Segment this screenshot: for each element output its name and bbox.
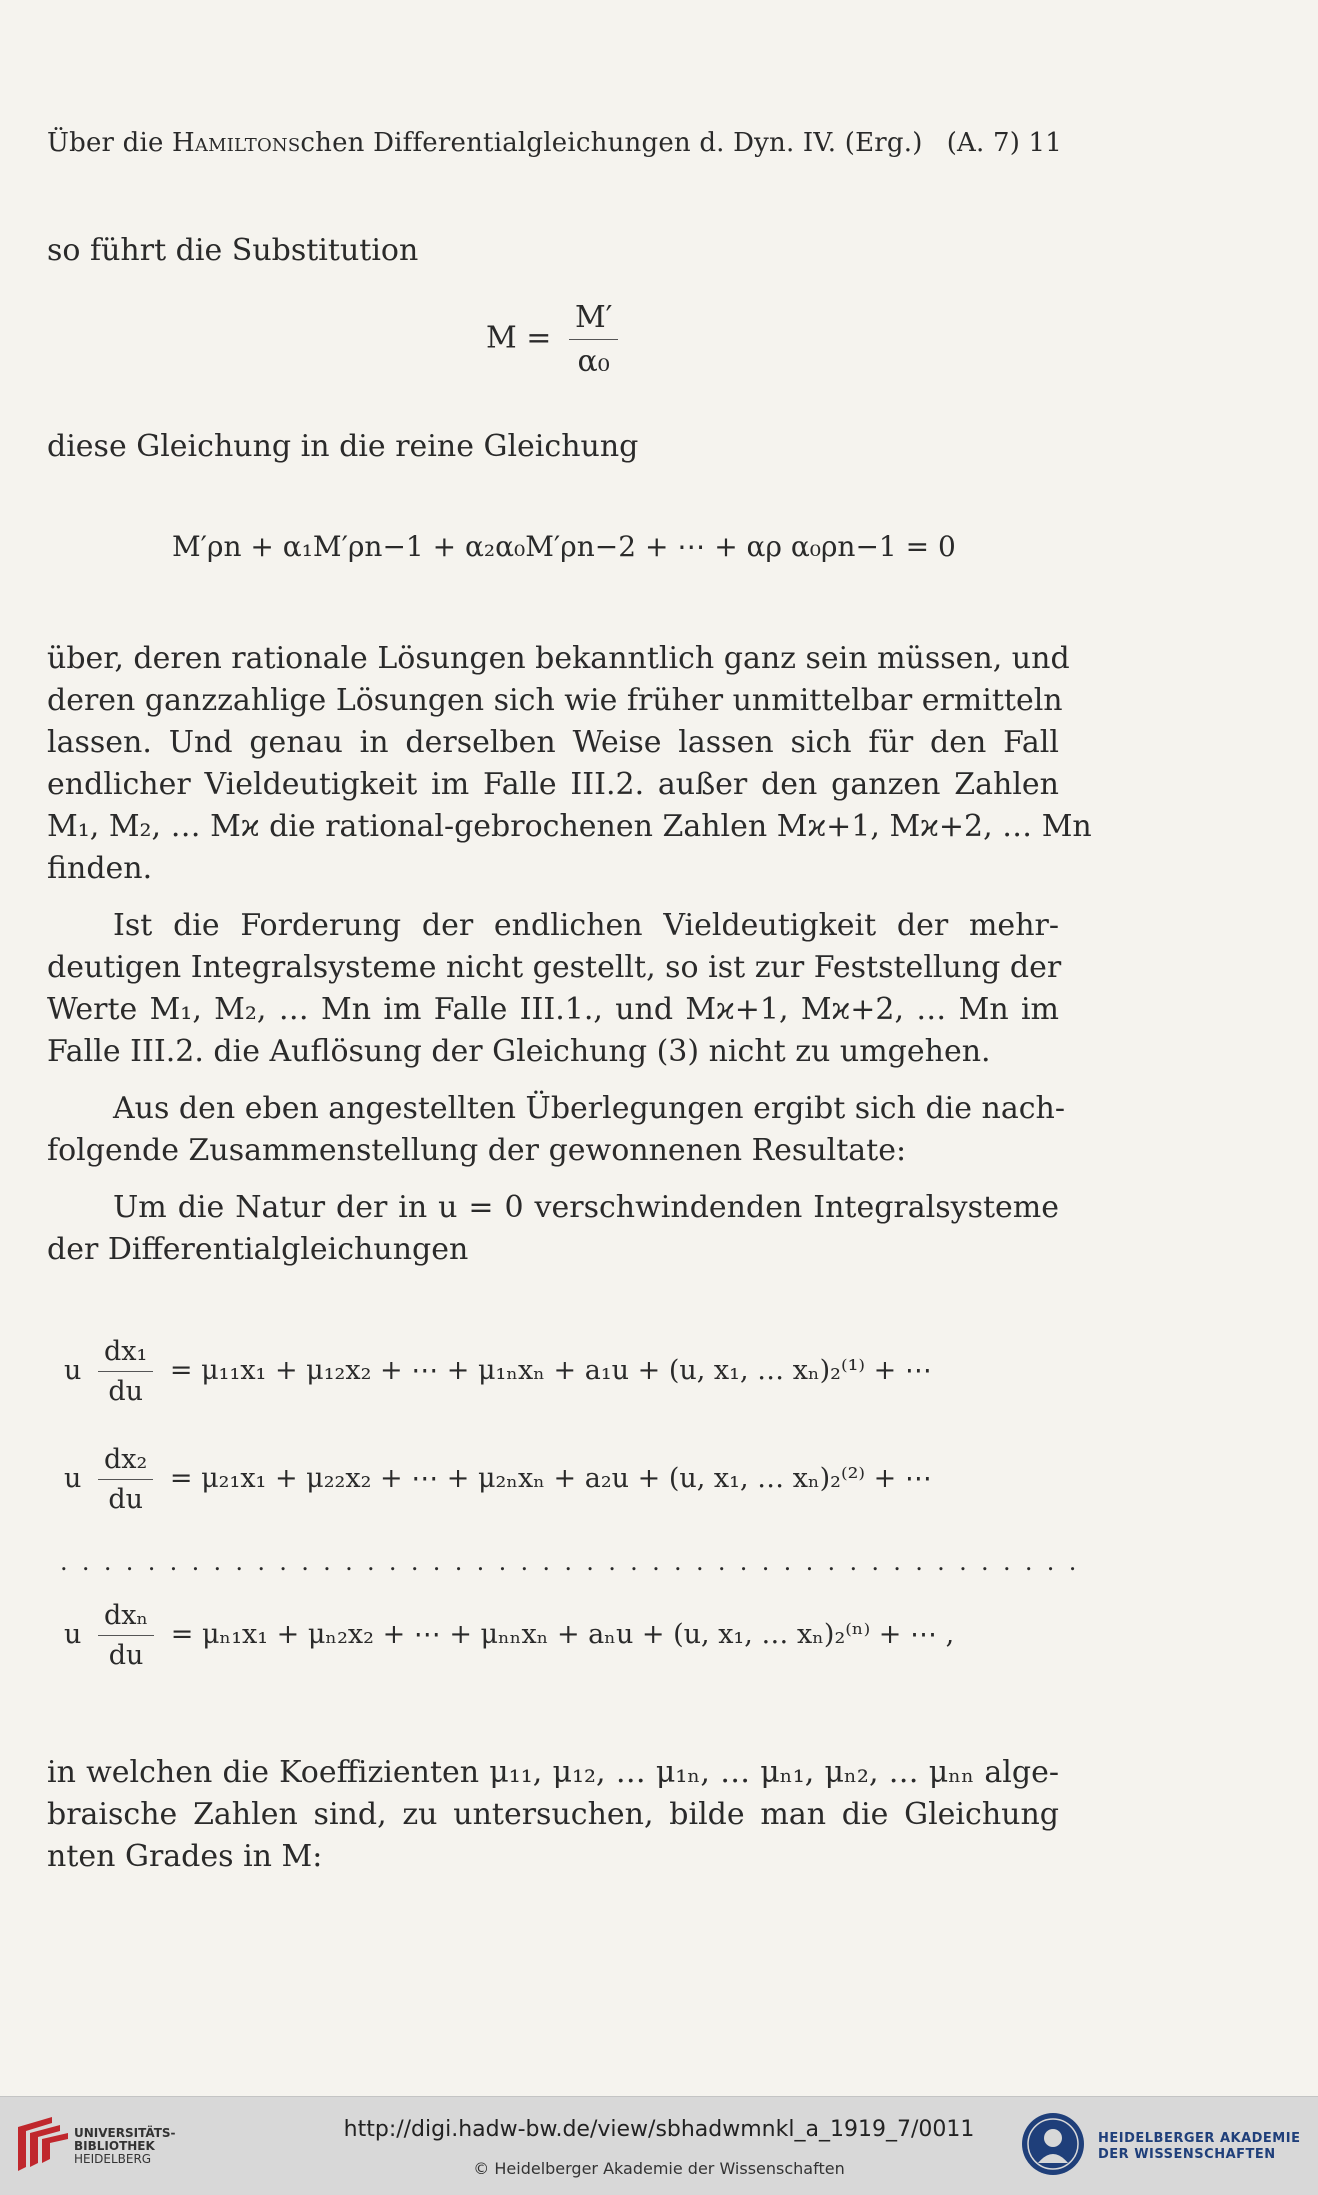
equation-row-1: u $\frac{\text{dx₁}}{du}$ = μ₁₁x₁ + μ₁₂x₂ + ⋯ + μ₁ₙxₙ + a₁u + (u, x₁, … xₙ)₂⁽¹⁾ + ⋯ bbox=[64, 1336, 932, 1407]
academy-name: HEIDELBERGER AKADEMIE DER WISSENSCHAFTEN bbox=[1098, 2131, 1301, 2162]
fraction: $\frac{M'}{\text{α₀}}$ bbox=[569, 300, 619, 379]
paragraph-substitution-intro: so führt die Substitution bbox=[47, 233, 419, 268]
footer-bar bbox=[0, 2096, 1318, 2195]
fraction: $\frac{\text{dx₂}}{du}$ bbox=[98, 1444, 153, 1515]
fraction: $\frac{\text{dxₙ}}{du}$ bbox=[98, 1600, 154, 1671]
academy-seal-icon bbox=[1020, 2111, 1086, 2177]
header-page-ref: (A. 7) 11 bbox=[946, 128, 1062, 158]
paragraph-multi-valued: Ist die Forderung der endlichen Vieldeutigkeit der mehr- deutigen Integralsysteme nicht gestellt, so ist zur Feststellung der Werte M₁, M₂, … Mn im Falle III.1., und Mϰ+1, Mϰ+2, … Mn im Falle III.2. die Auflösung der Gleichung (3) nicht zu umgehen. bbox=[47, 908, 1062, 1069]
permalink[interactable]: http://digi.hadw-bw.de/view/sbhadwmnkl_a_1919_7/0011 bbox=[343, 2117, 975, 2142]
formula-substitution: M = $\frac{M'}{\text{α₀}}$ bbox=[486, 300, 626, 379]
ellipsis-row: ............................................... bbox=[60, 1548, 1091, 1576]
equation-row-n: u $\frac{\text{dxₙ}}{du}$ = μₙ₁x₁ + μₙ₂x₂ + ⋯ + μₙₙxₙ + aₙu + (u, x₁, … xₙ)₂⁽ⁿ⁾ + ⋯ , bbox=[64, 1600, 955, 1671]
paragraph-coefficients: in welchen die Koeffizienten μ₁₁, μ₁₂, … μ₁ₙ, … μₙ₁, μₙ₂, … μₙₙ alge- braische Zahlen sind, zu untersuchen, bilde man die Gleichung nten Grades in M: bbox=[47, 1755, 1059, 1874]
paragraph-nature: Um die Natur der in u = 0 verschwindenden Integralsysteme der Differentialgleichungen bbox=[47, 1190, 1059, 1267]
university-library-name: UNIVERSITÄTS- BIBLIOTHEK HEIDELBERG bbox=[74, 2126, 176, 2166]
paragraph-summary: Aus den eben angestellten Überlegungen ergibt sich die nach- folgende Zusammenstellung der gewonnenen Resultate: bbox=[47, 1091, 1066, 1168]
equation-row-2: u $\frac{\text{dx₂}}{du}$ = μ₂₁x₁ + μ₂₂x₂ + ⋯ + μ₂ₙxₙ + a₂u + (u, x₁, … xₙ)₂⁽²⁾ + ⋯ bbox=[64, 1444, 932, 1515]
running-header bbox=[47, 128, 1062, 158]
copyright-notice: © Heidelberger Akademie der Wissenschaften bbox=[473, 2159, 845, 2178]
formula-pure-equation: M′ρn + α₁M′ρn−1 + α₂α₀M′ρn−2 + ⋯ + αρ α₀ρn−1 = 0 bbox=[172, 530, 956, 563]
header-title: Über die Hamiltonschen Differentialgleichungen d. Dyn. IV. (Erg.) bbox=[47, 128, 923, 158]
fraction: $\frac{\text{dx₁}}{du}$ bbox=[98, 1336, 153, 1407]
paragraph-rational-solutions: über, deren rationale Lösungen bekanntlich ganz sein müssen, und deren ganzzahlige Lösungen sich wie früher unmittelbar ermitteln lassen. Und genau in derselben Weise lassen sich für den Fall endlicher Vieldeutigkeit im Falle III.2. außer den ganzen Zahlen M₁, M₂, … Mϰ die rational-gebrochenen Zahlen Mϰ+1, Mϰ+2, … Mn finden. bbox=[47, 641, 1092, 886]
paragraph-pure-equation-intro: diese Gleichung in die reine Gleichung bbox=[47, 429, 639, 464]
